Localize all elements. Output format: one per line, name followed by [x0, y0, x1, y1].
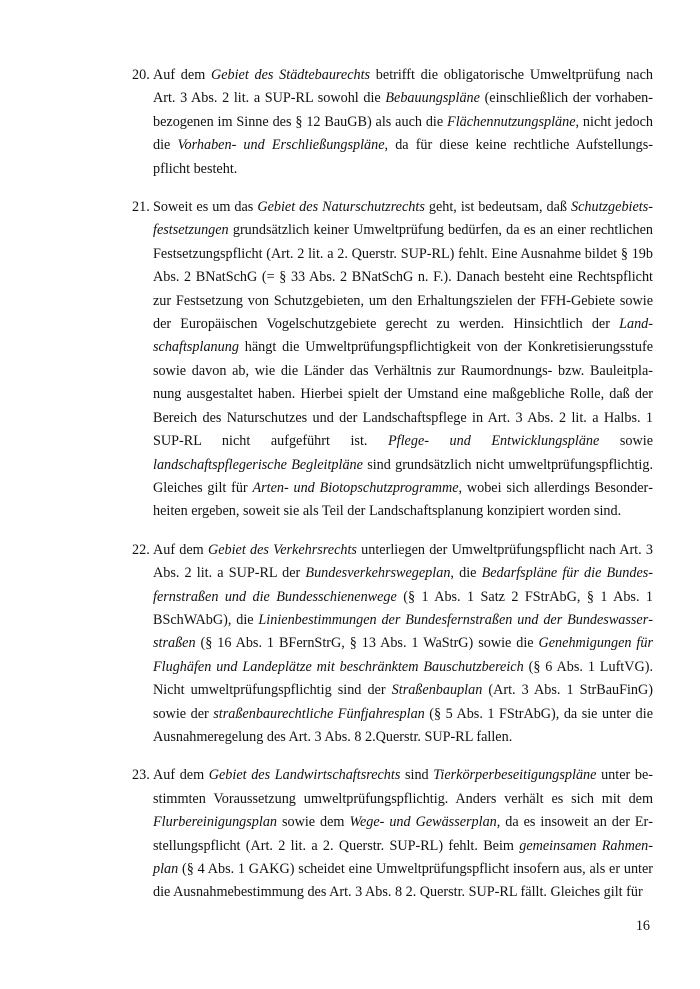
italic-term: Arten- und Biotopschutzprogramme [252, 479, 459, 496]
italic-term: Bundesverkehrswegeplan [305, 565, 451, 582]
italic-term: Gebiet des Städtebaurechts [210, 67, 371, 83]
text-segment: (Art. 3 Abs. 1 StrBauFinG) sowie der [153, 682, 653, 722]
text-segment: (§ 16 Abs. 1 BFernStrG, § 13 Abs. 1 WaStrG) sowie die [195, 635, 539, 652]
text-segment: sind [400, 767, 434, 784]
italic-term: Genehmigungen für Flughäfen und Landeplätze mit beschränktem Bauschutzbereich [153, 635, 653, 675]
italic-term: Flurbereinigungsplan [153, 814, 278, 831]
text-segment: , nicht jedoch die [153, 113, 653, 154]
text-segment: Auf dem [153, 767, 209, 784]
italic-term: Gebiet des Naturschutzrechts [257, 199, 425, 216]
italic-term: Gebiet des Verkehrsrechts [207, 541, 357, 558]
text-segment: (§ 6 Abs. 1 LuftVG). Nicht umweltprüfungspflichtig sind der [153, 658, 653, 699]
italic-term: landschaftspflegerische Begleitpläne [153, 456, 363, 473]
text-segment: (einschließlich der vorhabenbezogenen im Sinne des § 12 BauGB) als auch die [153, 90, 654, 130]
text-segment: , da für diese keine rechtliche Aufstellungspflicht besteht. [153, 137, 653, 177]
text-segment: (§ 4 Abs. 1 GAKG) scheidet eine Umweltprüfungspflicht insofern aus, als er unter die Ausnahmebestimmung des Art. 3 Abs. 8 2. Querstr. SUP-RL fällt. Gleiches gilt für [153, 861, 653, 901]
italic-term: Linienbestimmungen der Bundesfernstraßen und der Bundeswasserstraßen [153, 611, 653, 652]
italic-term: Tierkörperbeseitigungspläne [433, 767, 597, 784]
italic-term: Pflege- und Entwicklungspläne [388, 433, 600, 450]
text-segment: grundsätzlich keiner Umweltprüfung bedürfen, da es an einer rechtlichen Festsetzungspflicht (Art. 2 lit. a 2. Querstr. SUP-RL) fehlt. Eine Ausnahme bildet § 19b Abs. 2 BNatSchG (= § 33 Abs. 2 BNatSchG n. F.). Danach besteht eine Rechtspflicht zur Festsetzung von Schutzgebieten, um den Erhaltungszielen der FFH-Gebiete sowie der Europäischen Vogelschutzgebiete gerecht zu werden. Hinsichtlich der [153, 222, 653, 333]
text-segment: (§ 5 Abs. 1 FStrAbG), da sie unter die Ausnahmeregelung des Art. 3 Abs. 8 2.Querstr. SUP-RL fallen. [153, 705, 654, 745]
italic-term: Schutzgebietsfestsetzungen [153, 199, 653, 239]
italic-term: Gebiet des Landwirtschaftsrechts [208, 767, 401, 784]
paragraph-text [153, 199, 653, 519]
paragraph-text [153, 767, 653, 900]
numbered-paragraph-list [115, 64, 653, 905]
italic-term: Bebauungspläne [385, 90, 480, 107]
text-segment: unterliegen der Umweltprüfungspflicht nach Art. 3 Abs. 2 lit. a SUP-RL der [153, 541, 653, 582]
paragraph-item [115, 196, 653, 524]
paragraph-number: 21. [132, 199, 150, 216]
text-segment: hängt die Umweltprüfungspflichtigkeit von der Konkretisierungsstufe sowie davon ab, wie die Länder das Verhältnis zur Raumordnungs- bzw. Bauleitplanung ausgestaltet haben. Hierbei spielt der Umstand eine maßgebliche Rolle, daß der Bereich des Naturschutzes und der Landschaftspflege in Art. 3 Abs. 2 lit. a Halbs. 1 SUP-RL nicht aufgeführt ist. [153, 339, 653, 450]
paragraph-text [153, 67, 653, 177]
text-segment: sind grundsätzlich nicht umweltprüfungspflichtig. Gleiches gilt für [153, 456, 654, 496]
page-number: 16 [635, 918, 650, 934]
italic-term: Vorhaben- und Erschließungspläne [177, 137, 385, 154]
text-segment: Auf dem [153, 67, 211, 83]
italic-term: Straßenbauplan [391, 682, 483, 699]
text-segment: unter bestimmten Voraussetzung umweltprüfungspflichtig. Anders verhält es sich mit dem [153, 767, 653, 807]
text-segment: Auf dem [153, 541, 208, 558]
text-segment: , wobei sich allerdings Besonderheiten ergeben, soweit sie als Teil der Landschaftsplanung konzipiert worden sind. [153, 479, 653, 520]
italic-term: Landschaftsplanung [153, 316, 653, 356]
text-segment: , die [450, 565, 482, 582]
paragraph-number: 20. [132, 67, 150, 83]
text-segment: sowie dem [277, 814, 350, 831]
italic-term: Flächennutzungspläne [447, 113, 576, 130]
paragraph-item [115, 539, 653, 750]
paragraph-text [153, 542, 653, 745]
italic-term: Wege- und Gewässerplan [349, 814, 497, 831]
text-segment: Soweit es um das [153, 199, 258, 216]
paragraph-item [115, 764, 653, 904]
paragraph-item [115, 64, 653, 181]
paragraph-number: 23. [132, 767, 150, 784]
italic-term: Bedarfspläne für die Bundesfernstraßen und die Bundesschienenwege [153, 565, 653, 605]
text-segment: sowie [599, 433, 653, 450]
text-segment: geht, ist bedeutsam, daß [424, 199, 572, 216]
text-segment: (§ 1 Abs. 1 Satz 2 FStrAbG, § 1 Abs. 1 BSchWAbG), die [153, 588, 653, 628]
text-segment: , da es insoweit an der Erstellungspflicht (Art. 2 lit. a 2. Querstr. SUP-RL) fehlt. Beim [153, 814, 653, 854]
italic-term: straßenbaurechtliche Fünfjahresplan [213, 705, 425, 722]
italic-term: gemeinsamen Rahmenplan [153, 837, 653, 877]
paragraph-number: 22. [132, 541, 150, 558]
text-segment: betrifft die obligatorische Umweltprüfung nach Art. 3 Abs. 2 lit. a SUP-RL sowohl die [153, 67, 653, 107]
